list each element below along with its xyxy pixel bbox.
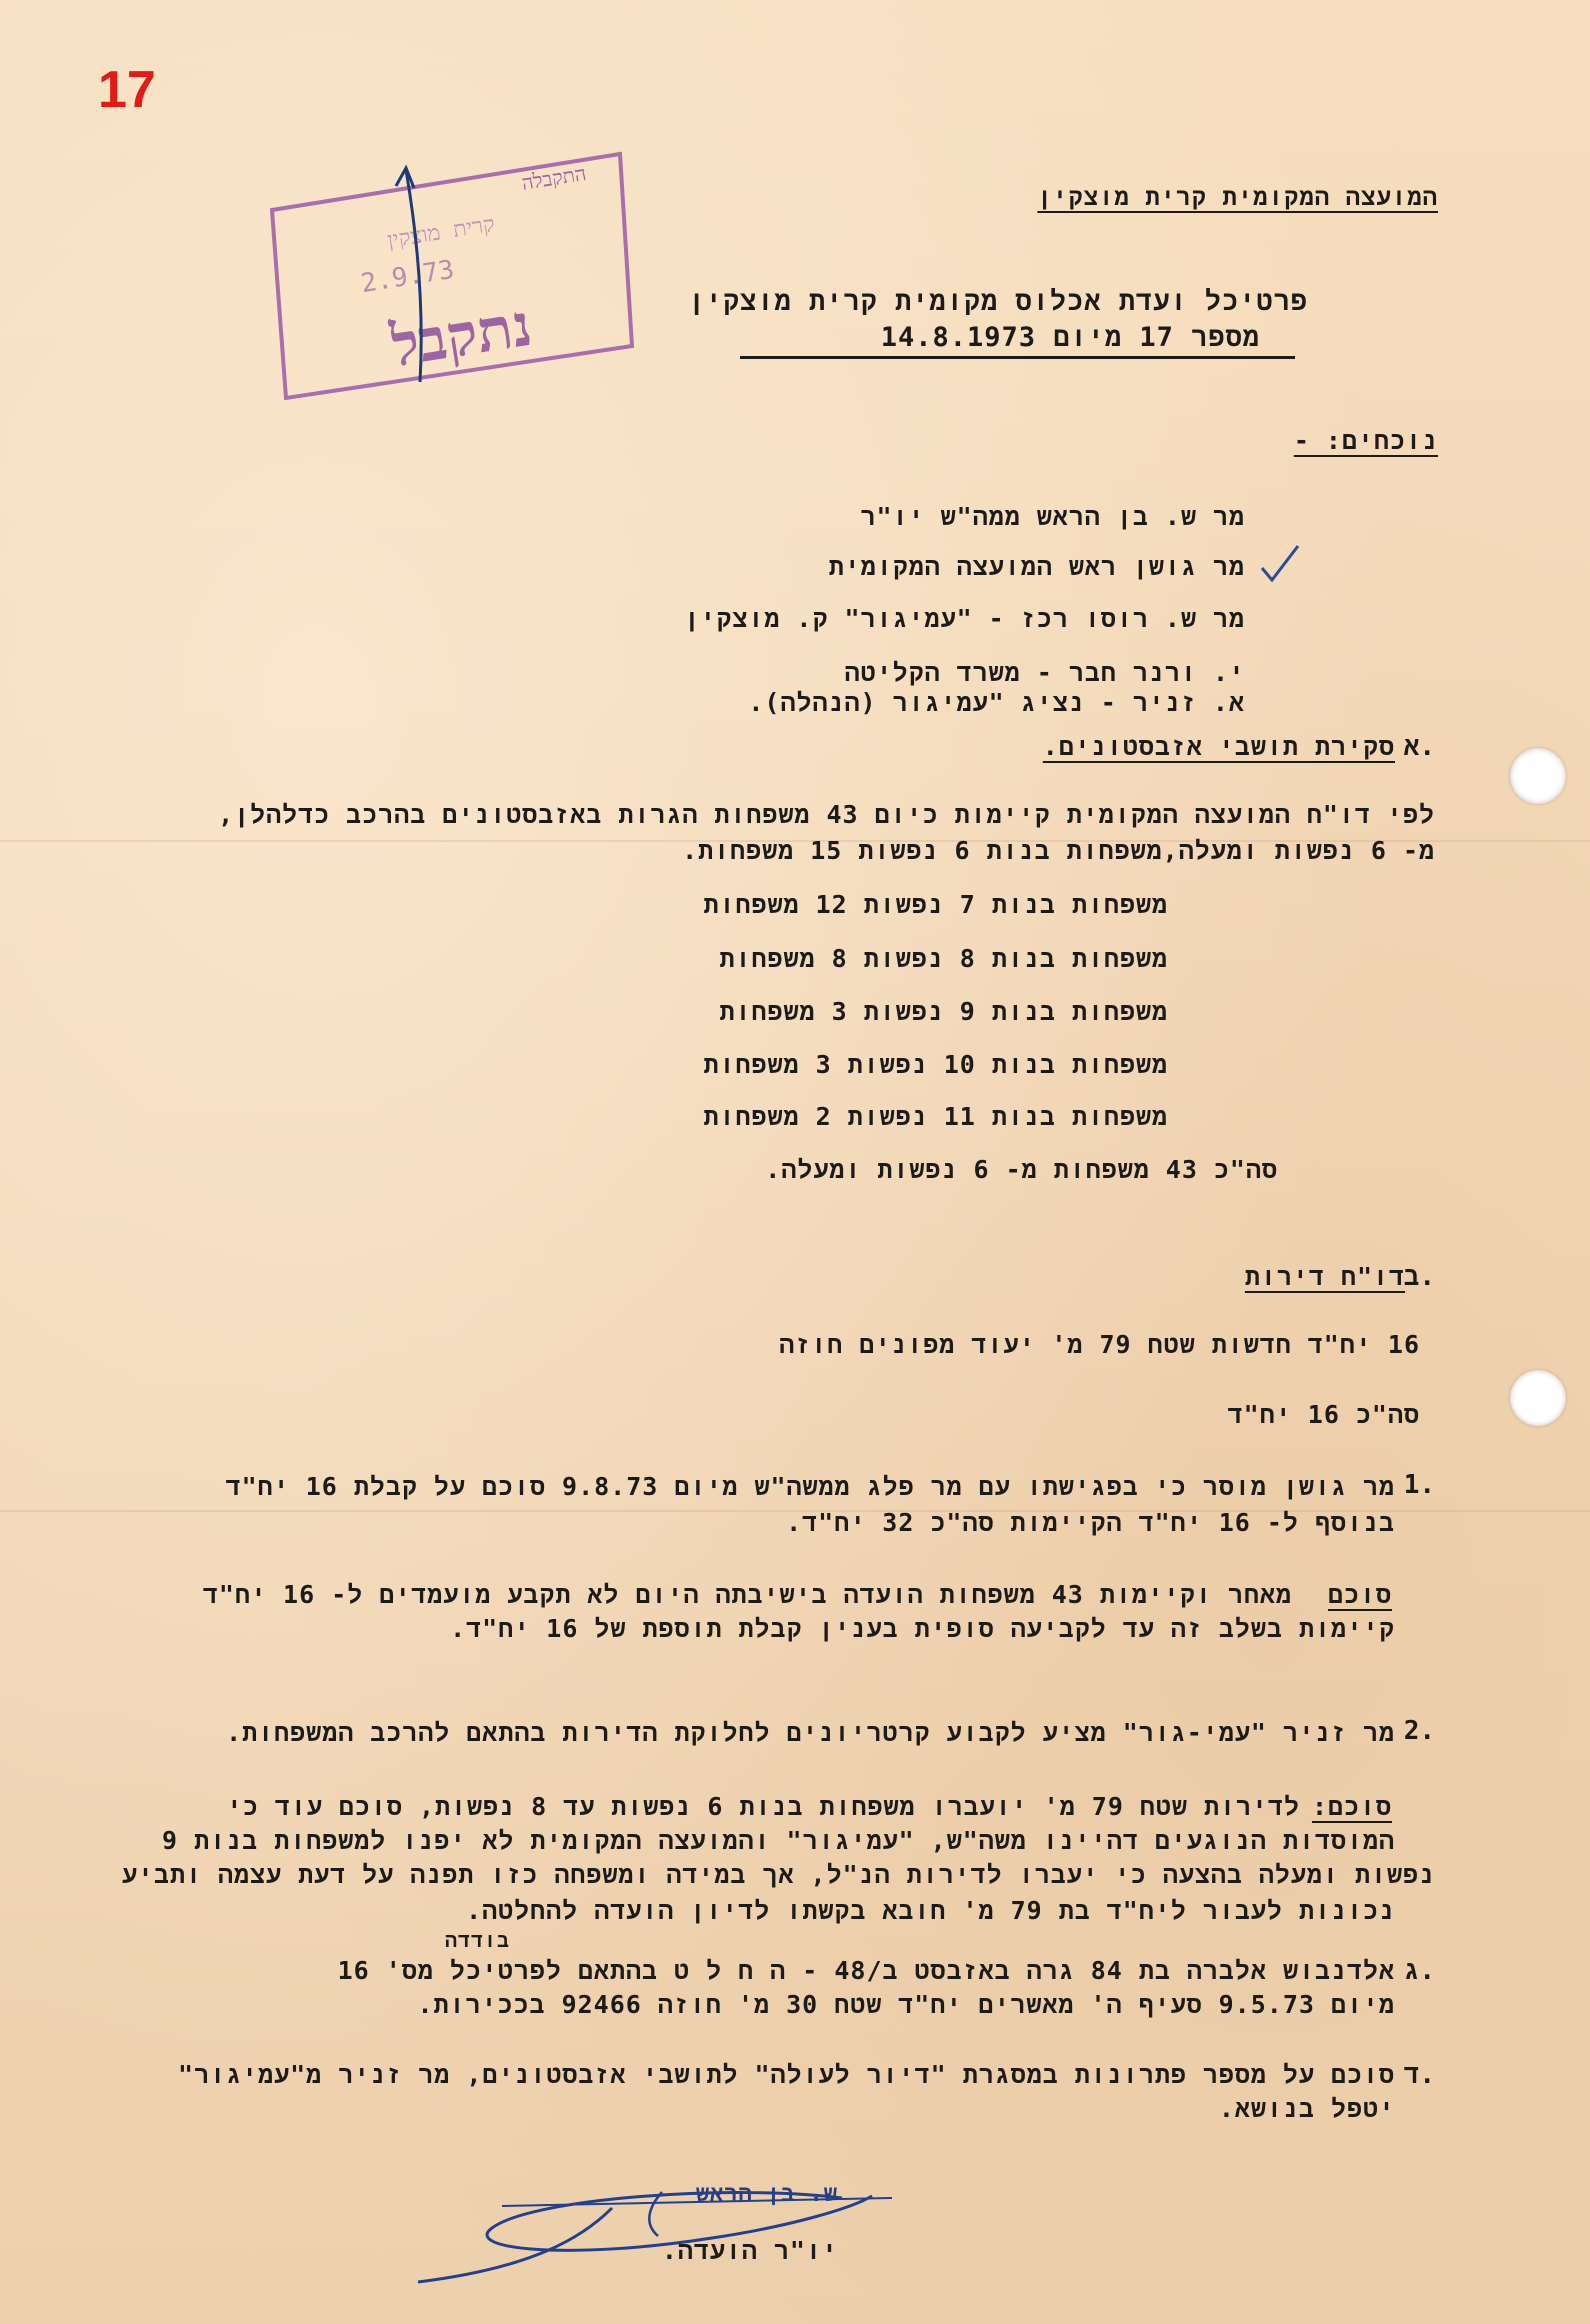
section-b-heading: דו"ח דירות bbox=[1244, 1262, 1405, 1291]
handwritten-signature bbox=[412, 2178, 912, 2288]
punch-hole bbox=[1510, 748, 1566, 804]
received-stamp bbox=[268, 150, 636, 402]
handwritten-insert: בודדה bbox=[444, 1928, 510, 1952]
attendee-2: מר גושן ראש המועצה המקומית bbox=[828, 552, 1245, 581]
item-d-line-2: יטפל בנושא. bbox=[1218, 2094, 1395, 2123]
signature-title: יו"ר הועדה. bbox=[661, 2236, 838, 2265]
attendee-5: א. זניר - נציג "עמיגור (הנהלה). bbox=[748, 688, 1245, 717]
attendee-3: מר ש. רוסו רכז - "עמיגור" ק. מוצקין bbox=[684, 604, 1245, 633]
decision-2-line-3: נפשות ומעלה בהצעה כי יעברו לדירות הנ"ל, אך במידה ומשפחה כזו תפנה על דעת עצמה ותביע bbox=[121, 1860, 1435, 1889]
decision-2-label: סוכם: bbox=[1311, 1792, 1392, 1821]
punch-hole bbox=[1510, 1370, 1566, 1426]
decision-1-line-2: קיימות בשלב זה עד לקביעה סופית בענין קבלת תוספת של 16 יח"ד. bbox=[450, 1614, 1395, 1643]
section-a-total: סה"כ 43 משפחות מ- 6 נפשות ומעלה. bbox=[765, 1155, 1278, 1184]
decision-1-label: סוכם bbox=[1327, 1580, 1392, 1609]
decision-1-line-1: מאחר וקיימות 43 משפחות הועדה בישיבתה היום לא תקבע מועמדים ל- 16 יח"ד bbox=[202, 1580, 1292, 1609]
stamp-line3: 2.9.73 bbox=[358, 254, 457, 300]
family-row-7: משפחות בנות 7 נפשות 12 משפחות bbox=[703, 890, 1168, 919]
item-2-label: 2. bbox=[1403, 1716, 1435, 1746]
stamp-line2: קרית מוצקין bbox=[385, 211, 497, 254]
page-number: 17 bbox=[98, 61, 156, 119]
document-number-date: מספר 17 מיום 14.8.1973 bbox=[880, 322, 1260, 353]
section-a-intro-2: מ- 6 נפשות ומעלה,משפחות בנות 6 נפשות 15 משפחות. bbox=[682, 836, 1435, 865]
item-g-line-1: אלדנבוש אלברה בת 84 גרה באזבסט ב/48 - ה ח ל ט בהתאם לפרטיכל מס' 16 bbox=[337, 1956, 1395, 1985]
stamp-big: נתקבל bbox=[386, 290, 537, 380]
decision-2-line-4: נכונות לעבור ליח"ד בת 79 מ' חובא בקשתו לדיון הועדה להחלטה. bbox=[466, 1896, 1395, 1925]
document-title: פרטיכל ועדת אכלוס מקומית קרית מוצקין bbox=[688, 286, 1308, 317]
check-mark-icon bbox=[1258, 542, 1302, 586]
item-1-line-2: בנוסף ל- 16 יח"ד הקיימות סה"כ 32 יח"ד. bbox=[786, 1508, 1395, 1537]
attendees-heading: נוכחים: - bbox=[1293, 426, 1438, 455]
section-b-label: ב. bbox=[1403, 1262, 1435, 1292]
apartments-line: 16 יח"ד חדשות שטח 79 מ' יעוד מפונים חוזה bbox=[779, 1330, 1420, 1359]
decision-2-line-1: לדירות שטח 79 מ' יועברו משפחות בנות 6 נפשות עד 8 נפשות, סוכם עוד כי bbox=[226, 1792, 1300, 1821]
item-1-label: 1. bbox=[1403, 1470, 1435, 1500]
item-g-label: ג. bbox=[1403, 1956, 1435, 1986]
section-a-label: א. bbox=[1403, 732, 1435, 762]
org-name: המועצה המקומית קרית מוצקין bbox=[1037, 183, 1438, 211]
item-d-line-1: סוכם על מספר פתרונות במסגרת "דיור לעולה" לתושבי אזבסטונים, מר זניר מ"עמיגור" bbox=[178, 2060, 1395, 2089]
section-a-heading: סקירת תושבי אזבסטונים. bbox=[1042, 732, 1395, 761]
apartments-total: סה"כ 16 יח"ד bbox=[1227, 1400, 1420, 1429]
item-d-label: ד. bbox=[1403, 2060, 1435, 2090]
header-rule bbox=[740, 356, 1295, 359]
family-row-10: משפחות בנות 10 נפשות 3 משפחות bbox=[703, 1050, 1168, 1079]
item-2-line: מר זניר "עמי-גור" מציע לקבוע קרטריונים לחלוקת הדירות בהתאם להרכב המשפחות. bbox=[226, 1718, 1395, 1747]
item-g-line-2: מיום 9.5.73 סעיף ה' מאשרים יח"ד שטח 30 מ' חוזה 92466 בככירות. bbox=[417, 1990, 1395, 2019]
stamp-line1: התקבלה bbox=[519, 160, 588, 195]
family-row-9: משפחות בנות 9 נפשות 3 משפחות bbox=[719, 997, 1168, 1026]
decision-2-line-2: המוסדות הנוגעים דהיינו משה"ש, "עמיגור" והמועצה המקומית לא יפנו למשפחות בנות 9 bbox=[162, 1826, 1395, 1855]
family-row-11: משפחות בנות 11 נפשות 2 משפחות bbox=[703, 1102, 1168, 1131]
family-row-8: משפחות בנות 8 נפשות 8 משפחות bbox=[719, 944, 1168, 973]
signature-printed-name: ש. בן הראש bbox=[695, 2182, 838, 2207]
section-a-intro-1: לפי דו"ח המועצה המקומית קיימות כיום 43 משפחות הגרות באזבסטונים בהרכב כדלהלן, bbox=[218, 800, 1435, 829]
stamp-graphic bbox=[268, 150, 636, 402]
attendee-1: מר ש. בן הראש ממה"ש יו"ר bbox=[860, 502, 1245, 531]
attendee-4: י. ורנר חבר - משרד הקליטה bbox=[844, 658, 1245, 687]
item-1-line-1: מר גושן מוסר כי בפגישתו עם מר פלג ממשה"ש מיום 9.8.73 סוכם על קבלת 16 יח"ד bbox=[225, 1472, 1395, 1501]
